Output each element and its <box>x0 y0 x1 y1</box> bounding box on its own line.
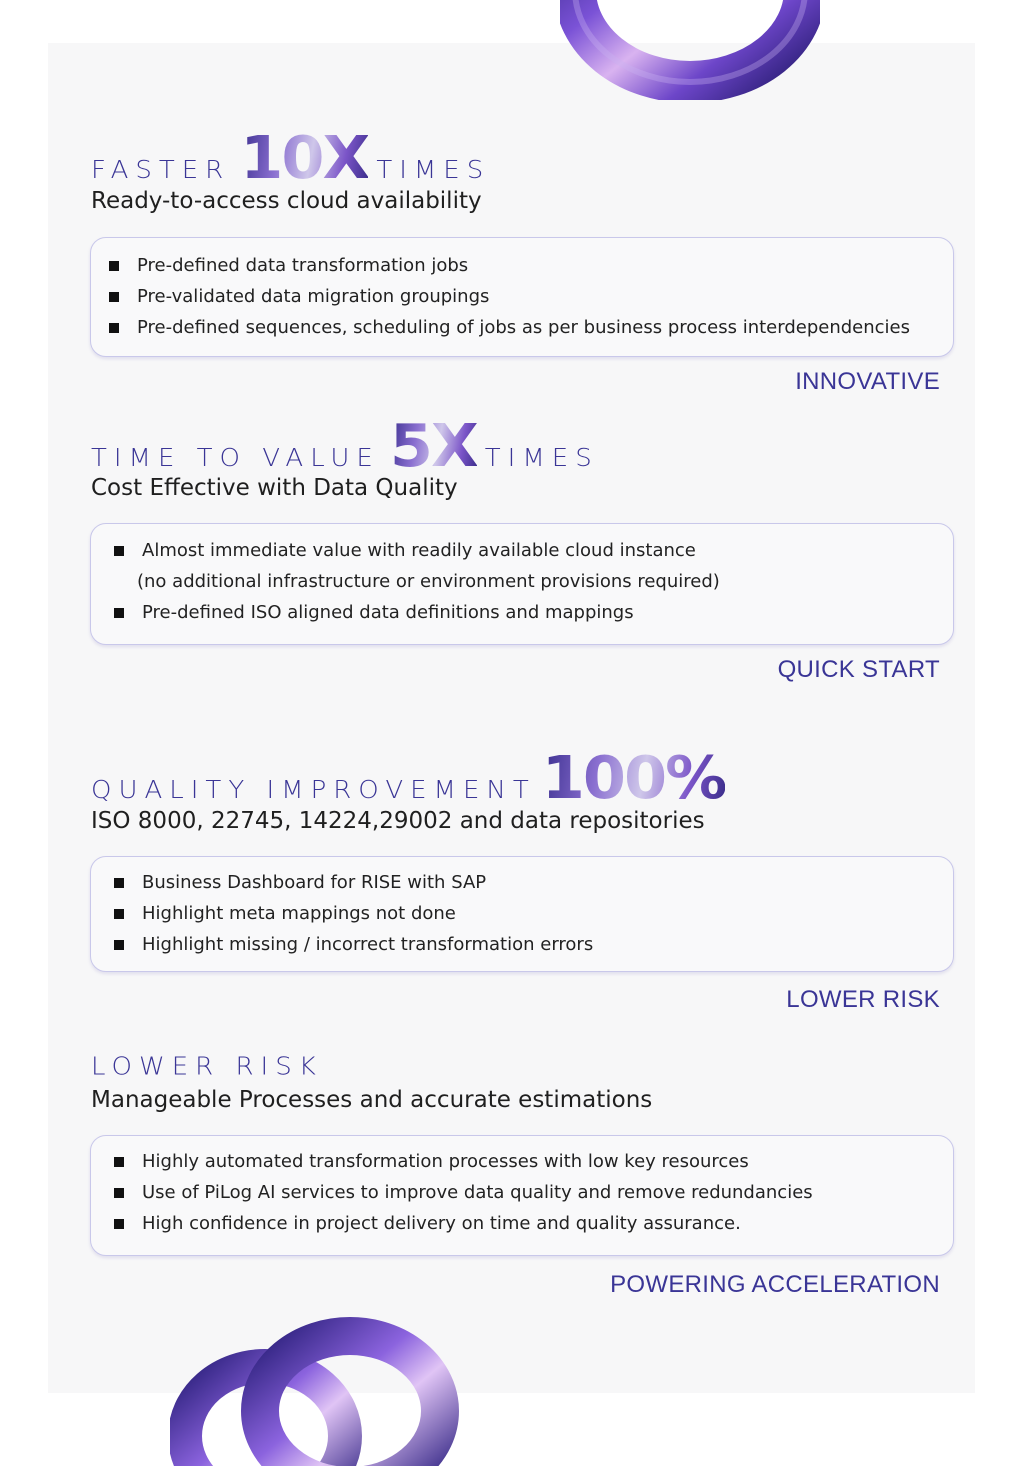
title-highlight: 100% <box>541 742 726 813</box>
title-suffix: TIMES <box>484 444 599 473</box>
section-subtitle: Cost Effective with Data Quality <box>91 475 458 501</box>
feature-card <box>90 237 954 357</box>
list-item: Pre-validated data migration groupings <box>91 281 953 312</box>
title-prefix: QUALITY IMPROVEMENT <box>91 776 536 805</box>
list-item: High confidence in project delivery on time and quality assurance. <box>91 1208 953 1239</box>
section-title-time-to-value <box>91 410 599 481</box>
list-item: Business Dashboard for RISE with SAP <box>91 867 953 898</box>
torus-ring-icon <box>560 0 820 100</box>
list-item: Pre-defined data transformation jobs <box>91 250 953 281</box>
list-item-continuation: (no additional infrastructure or environment provisions required) <box>137 571 720 592</box>
feature-card <box>90 523 954 645</box>
section-subtitle: Ready-to-access cloud availability <box>91 188 482 214</box>
feature-card <box>90 856 954 972</box>
section-title-faster <box>91 122 491 193</box>
section-title-lower-risk <box>91 1053 323 1082</box>
title-suffix: TIMES <box>376 156 491 185</box>
title-prefix: LOWER RISK <box>91 1052 323 1082</box>
feature-card <box>90 1135 954 1256</box>
title-highlight: 10X <box>240 122 369 193</box>
section-title-quality <box>91 742 733 813</box>
section-subtitle: Manageable Processes and accurate estimations <box>91 1087 653 1113</box>
list-item: Highly automated transformation processes with low key resources <box>91 1146 953 1177</box>
list-item: Use of PiLog AI services to improve data quality and remove redundancies <box>91 1177 953 1208</box>
section-subtitle: ISO 8000, 22745, 14224,29002 and data repositories <box>91 808 705 834</box>
section-tag: INNOVATIVE <box>795 368 940 395</box>
linked-rings-icon <box>170 1316 460 1466</box>
list-item: Highlight missing / incorrect transformation errors <box>91 929 953 960</box>
title-highlight: 5X <box>389 410 477 481</box>
section-tag: QUICK START <box>777 656 940 683</box>
list-item: Almost immediate value with readily available cloud instance <box>91 535 953 566</box>
list-item: Highlight meta mappings not done <box>91 898 953 929</box>
title-prefix: FASTER <box>91 156 231 185</box>
list-item: Pre-defined ISO aligned data definitions and mappings <box>91 597 953 628</box>
list-item: Pre-defined sequences, scheduling of jobs as per business process interdependencies <box>91 312 953 343</box>
section-tag: LOWER RISK <box>786 986 940 1013</box>
section-tag: POWERING ACCELERATION <box>610 1271 940 1298</box>
title-prefix: TIME TO VALUE <box>91 444 380 473</box>
